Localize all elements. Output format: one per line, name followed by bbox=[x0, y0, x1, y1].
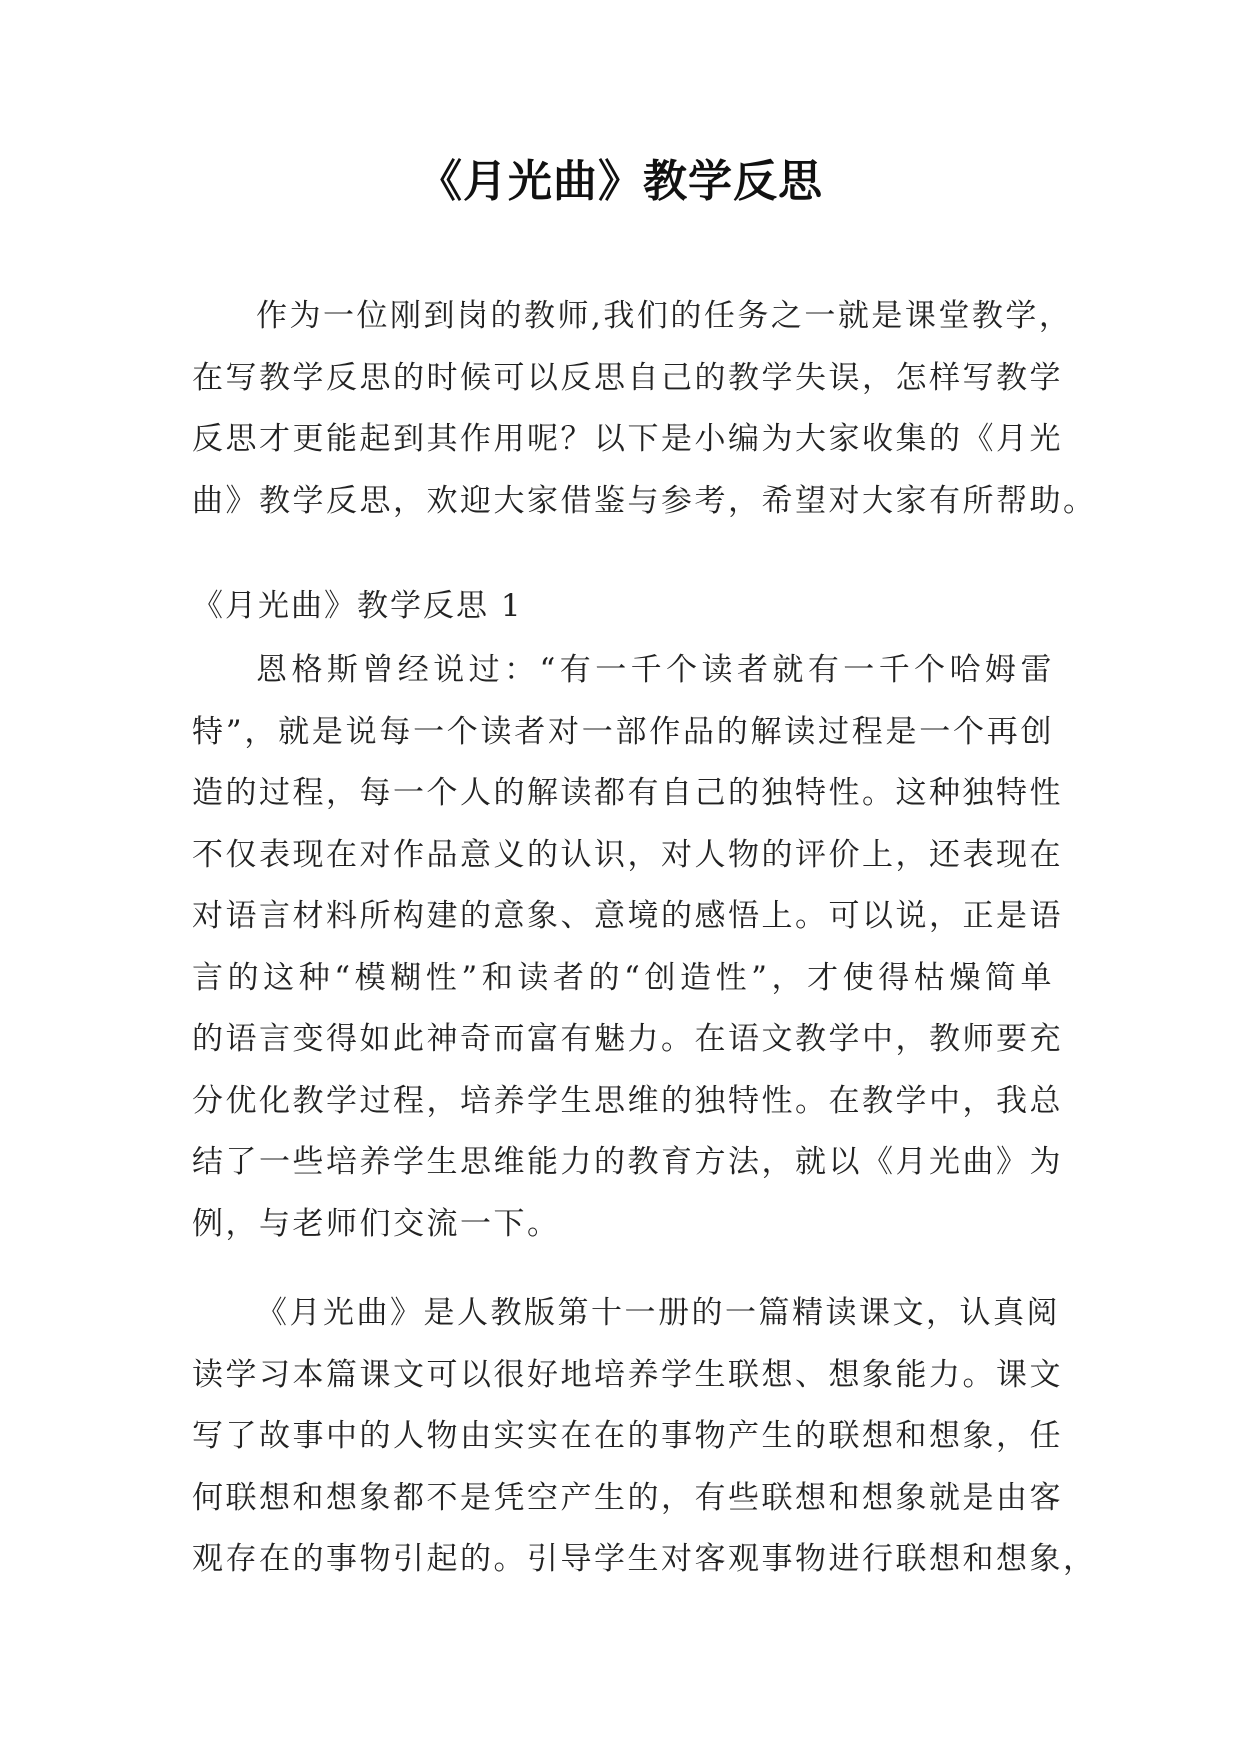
paragraph-line: 结了一些培养学生思维能力的教育方法，就以《月光曲》为 bbox=[192, 1144, 1063, 1180]
paragraph-line: 《月光曲》是人教版第十一册的一篇精读课文，认真阅 bbox=[256, 1295, 1060, 1331]
intro-paragraph bbox=[192, 286, 1097, 532]
paragraph-line: 写了故事中的人物由实实在在的事物产生的联想和想象，任 bbox=[192, 1418, 1063, 1454]
paragraph-line: 言的这种“模糊性”和读者的“创造性”，才使得枯燥简单 bbox=[192, 959, 1054, 996]
paragraph-line: 例，与老师们交流一下。 bbox=[192, 1205, 561, 1242]
document-title: 《月光曲》教学反思 bbox=[418, 156, 823, 207]
body-paragraph-2 bbox=[192, 1283, 1097, 1591]
paragraph-line: 观存在的事物引起的。引导学生对客观事物进行联想和想象， bbox=[192, 1541, 1097, 1577]
section-heading: 《月光曲》教学反思 1 bbox=[192, 588, 523, 624]
paragraph-line: 分优化教学过程，培养学生思维的独特性。在教学中，我总 bbox=[192, 1082, 1063, 1119]
paragraph-line: 对语言材料所构建的意象、意境的感悟上。可以说，正是语 bbox=[192, 898, 1063, 934]
paragraph-line: 的语言变得如此神奇而富有魅力。在语文教学中，教师要充 bbox=[192, 1021, 1063, 1057]
paragraph-line: 不仅表现在对作品意义的认识，对人物的评价上，还表现在 bbox=[192, 836, 1063, 873]
intro-line: 在写教学反思的时候可以反思自己的教学失误，怎样写教学 bbox=[192, 359, 1063, 396]
paragraph-line: 恩格斯曾经说过：“有一千个读者就有一千个哈姆雷 bbox=[256, 652, 1054, 688]
paragraph-line: 造的过程，每一个人的解读都有自己的独特性。这种独特性 bbox=[192, 775, 1063, 811]
paragraph-line: 何联想和想象都不是凭空产生的，有些联想和想象就是由客 bbox=[192, 1479, 1063, 1516]
intro-line: 曲》教学反思，欢迎大家借鉴与参考，希望对大家有所帮助。 bbox=[192, 482, 1097, 519]
paragraph-line: 读学习本篇课文可以很好地培养学生联想、想象能力。课文 bbox=[192, 1356, 1063, 1393]
intro-line: 作为一位刚到岗的教师,我们的任务之一就是课堂教学， bbox=[256, 298, 1073, 334]
body-paragraph-1 bbox=[192, 640, 1063, 1255]
paragraph-line: 特”，就是说每一个读者对一部作品的解读过程是一个再创 bbox=[192, 713, 1054, 750]
intro-line: 反思才更能起到其作用呢？以下是小编为大家收集的《月光 bbox=[192, 421, 1063, 457]
